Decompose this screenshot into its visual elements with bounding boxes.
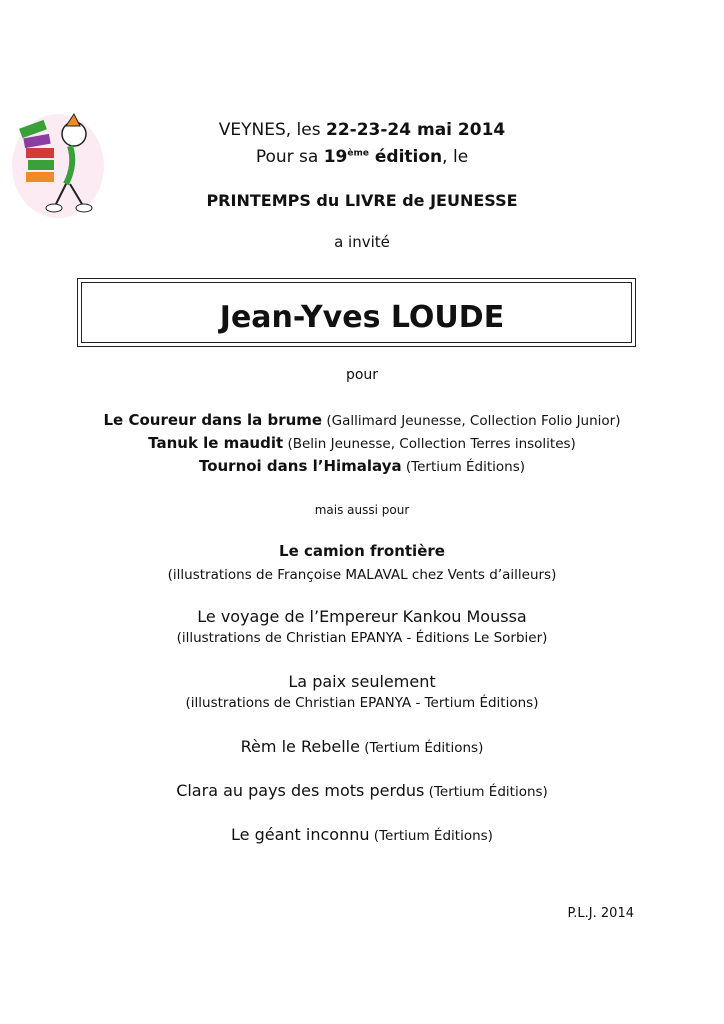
invite-text: a invité <box>334 233 390 251</box>
other-book-2-sub: (illustrations de Christian EPANYA - Éditions Le Sorbier) <box>176 630 548 646</box>
book-publisher: (Tertium Éditions) <box>359 740 484 756</box>
book-title: Tanuk le maudit <box>148 434 284 452</box>
other-book-3-title: La paix seulement <box>288 672 436 691</box>
book-publisher: (Tertium Éditions) <box>401 459 526 475</box>
signature: P.L.J. 2014 <box>567 906 634 921</box>
other-book-4 <box>0 737 724 756</box>
book-title: Tournoi dans l’Himalaya <box>198 457 402 475</box>
location-text: VEYNES, les <box>218 120 326 140</box>
event-dates-line <box>0 120 724 140</box>
main-book-2 <box>0 434 724 452</box>
other-book-3-sub: (illustrations de Christian EPANYA - Tertium Éditions) <box>185 695 539 711</box>
book-title: Le géant inconnu <box>231 825 370 844</box>
book-publisher: (Tertium Éditions) <box>424 784 548 800</box>
other-book-5 <box>0 781 724 800</box>
edition-suffix: , le <box>442 147 469 167</box>
book-publisher: (Tertium Éditions) <box>369 828 493 844</box>
other-book-1-title: Le camion frontière <box>279 542 445 560</box>
author-name: Jean-Yves LOUDE <box>219 300 505 335</box>
edition-line <box>0 147 724 167</box>
edition-prefix: Pour sa <box>255 147 324 167</box>
book-title: Rèm le Rebelle <box>240 737 360 756</box>
edition-sup: ème <box>347 148 369 159</box>
pour-text: pour <box>345 367 379 383</box>
edition-word: édition <box>368 147 443 167</box>
book-title: Le Coureur dans la brume <box>103 411 323 429</box>
festival-name: PRINTEMPS du LIVRE de JEUNESSE <box>206 191 518 210</box>
main-book-3 <box>0 457 724 475</box>
dates-text: 22-23-24 mai 2014 <box>326 120 506 140</box>
other-book-1-sub: (illustrations de Françoise MALAVAL chez Vents d’ailleurs) <box>167 567 557 583</box>
other-book-2-title: Le voyage de l’Empereur Kankou Moussa <box>197 607 527 626</box>
main-book-1 <box>0 411 724 429</box>
edition-number: 19 <box>323 147 348 167</box>
book-publisher: (Belin Jeunesse, Collection Terres insolites) <box>283 436 576 452</box>
book-title: Clara au pays des mots perdus <box>176 781 425 800</box>
aussi-text: mais aussi pour <box>314 503 410 517</box>
other-book-6 <box>0 825 724 844</box>
book-publisher: (Gallimard Jeunesse, Collection Folio Junior) <box>322 413 621 429</box>
